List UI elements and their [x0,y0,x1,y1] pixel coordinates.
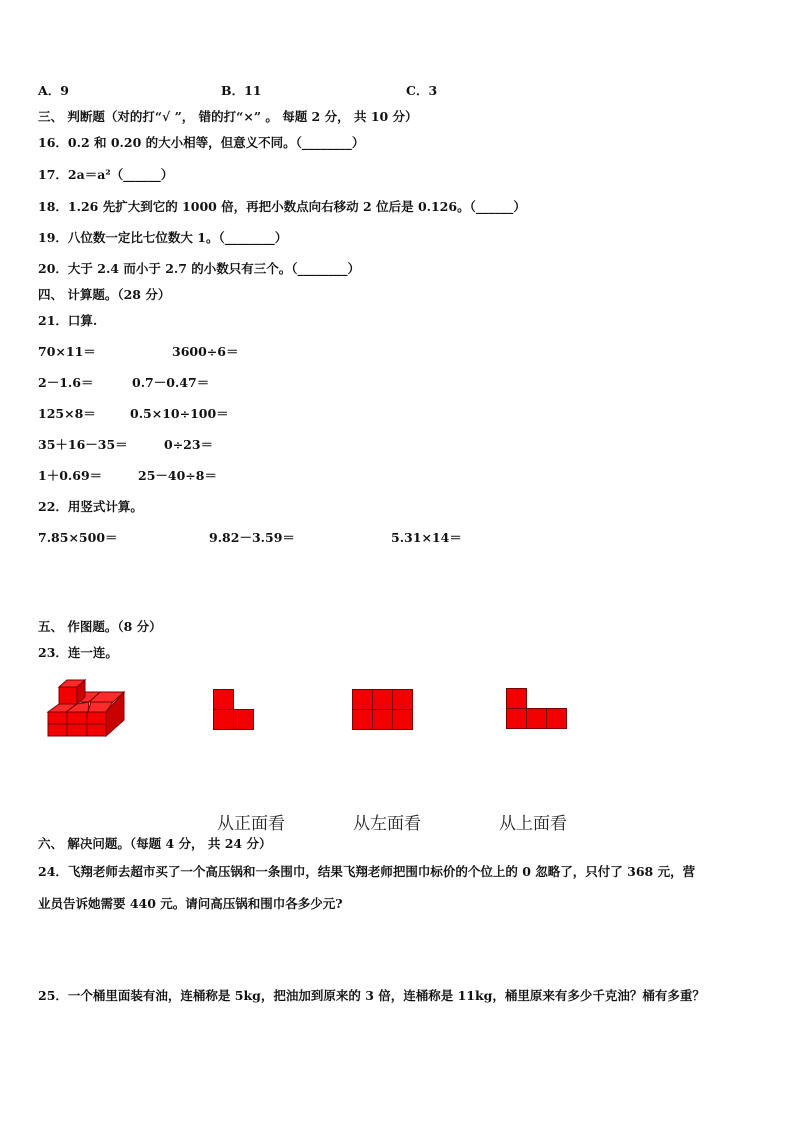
oral-item: 70×11＝ [38,344,96,359]
question-25: 25．一个桶里面装有油，连桶称是 5kg，把油加到原来的 3 倍，连桶称是 11kg，桶里原来有多少千克油？桶有多重？ [38,988,705,1003]
question-24-line1: 24．飞翔老师去超市买了一个高压锅和一条围巾，结果飞翔老师把围巾标价的个位上的 0 忽略了，只付了 368 元，营 [38,864,696,879]
question-23: 23．连一连。 [38,645,118,660]
view-label-front: 从正面看 [217,814,285,834]
oral-item: 0.5×10÷100＝ [130,406,229,421]
section4-heading: 四、 计算题。（28 分） [38,287,171,302]
cube-stack-figure [44,676,128,740]
oral-item: 0÷23＝ [164,437,214,452]
vertical-item: 9.82－3.59＝ [209,530,295,545]
question-16: 16．0.2 和 0.20 的大小相等，但意义不同。（________） [38,135,365,150]
oral-item: 25－40÷8＝ [138,468,217,483]
oral-item: 0.7－0.47＝ [132,375,210,390]
vertical-item: 5.31×14＝ [391,530,462,545]
question-24-line2: 业员告诉她需要 440 元。请问高压锅和围巾各多少元? [38,896,343,911]
view-long-l-figure [506,688,568,730]
view-label-top: 从上面看 [499,814,567,834]
question-22: 22．用竖式计算。 [38,499,143,514]
view-l-shape-figure [213,689,255,731]
question-18: 18．1.26 先扩大到它的 1000 倍，再把小数点向右移动 2 位后是 0.126。（______） [38,199,526,214]
choice-c: C．3 [406,83,438,98]
choice-a: A．9 [38,83,69,98]
question-21: 21．口算. [38,313,98,328]
vertical-item: 7.85×500＝ [38,530,118,545]
section6-heading: 六、 解决问题。（每题 4 分， 共 24 分） [38,836,272,851]
oral-item: 3600÷6＝ [172,344,239,359]
question-17: 17．2a＝a²（______） [38,167,174,182]
oral-item: 2－1.6＝ [38,375,94,390]
section5-heading: 五、 作图题。（8 分） [38,619,162,634]
choice-b: B．11 [221,83,262,98]
question-19: 19．八位数一定比七位数大 1。（________） [38,230,288,245]
oral-item: 35＋16－35＝ [38,437,128,452]
question-20: 20．大于 2.4 而小于 2.7 的小数只有三个。（________） [38,261,361,276]
section3-heading: 三、 判断题（对的打“√ ”， 错的打“×” 。 每题 2 分， 共 10 分） [38,109,418,124]
oral-item: 125×8＝ [38,406,96,421]
view-grid-figure [352,689,414,731]
view-label-left: 从左面看 [353,814,421,834]
oral-item: 1＋0.69＝ [38,468,103,483]
